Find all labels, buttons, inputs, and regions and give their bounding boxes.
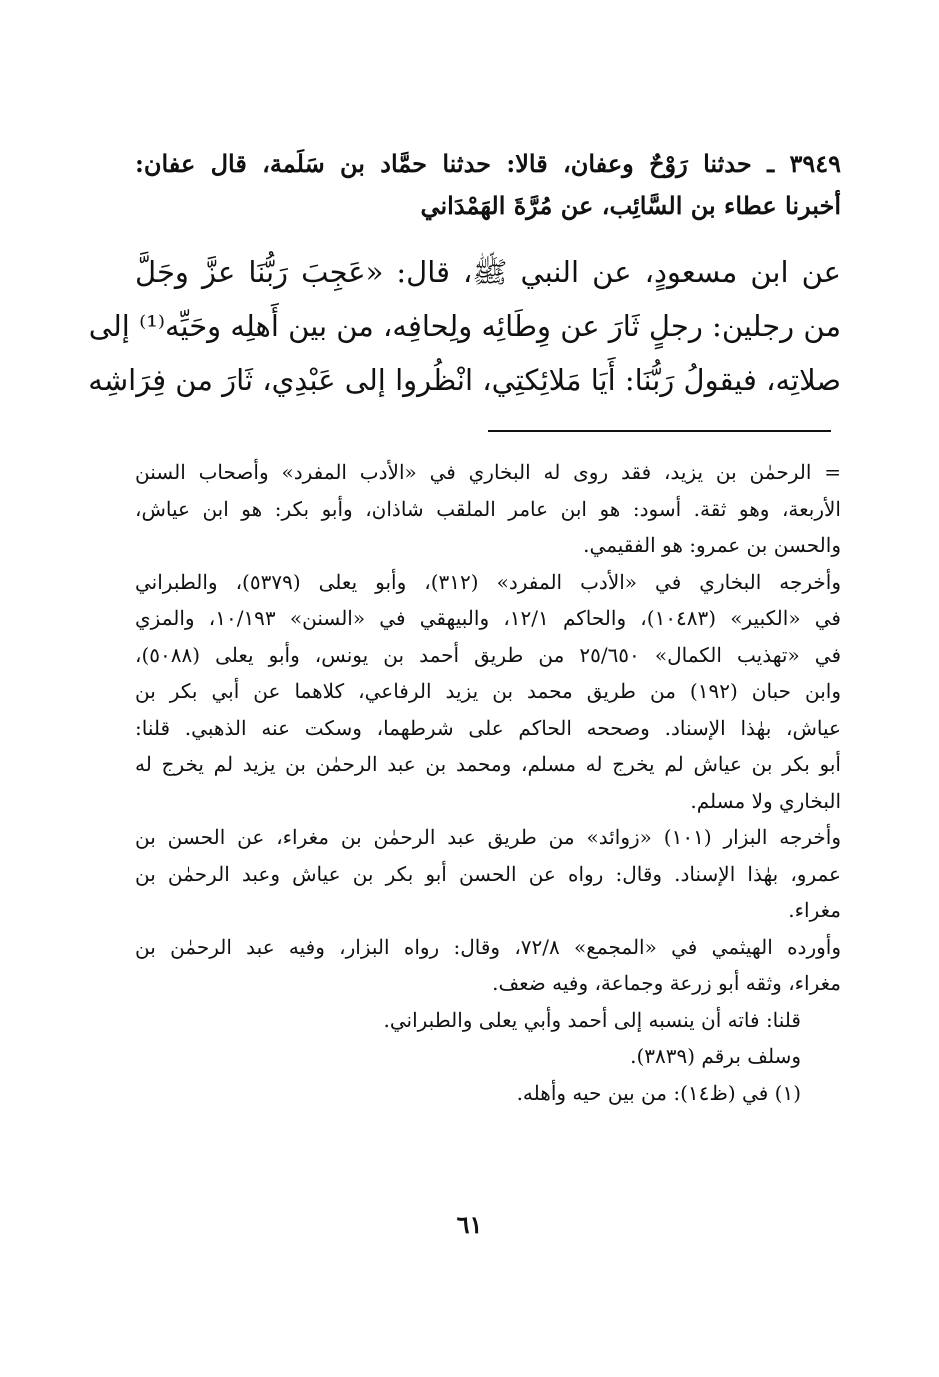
footnote-line: وأخرجه البزار (١٠١) «زوائد» من طريق عبد الرحمٰن بن مغراء، عن الحسن بن: [135, 825, 841, 849]
footnote-line: والحسن بن عمرو: هو الفقيمي.: [583, 533, 841, 557]
footnote-line: في «الكبير» (١٠٤٨٣)، والحاكم ١٢/١، والبيهقي في «السنن» ١٠/١٩٣، والمزي: [135, 606, 841, 630]
page-number: ٦١: [456, 1210, 483, 1239]
isnad-line: ٣٩٤٩ ـ حدثنا رَوْحٌ وعفان، قالا: حدثنا حمَّاد بن سَلَمة، قال عفان:: [135, 149, 841, 178]
footnote-line: وسلف برقم (٣٨٣٩).: [630, 1044, 801, 1068]
footnote-line: مغراء، وثقه أبو زرعة وجماعة، وفيه ضعف.: [492, 971, 841, 995]
footnote-divider: [488, 430, 831, 432]
hadith-isnad: [135, 143, 841, 227]
footnote-paragraph: [135, 454, 841, 564]
footnote-line: في «تهذيب الكمال» ٢٥/٦٥٠ من طريق أحمد بن يونس، وأبو يعلى (٥٠٨٨)،: [135, 642, 842, 667]
matn-line: من رجلين: رجلٍ ثَارَ عن وِطَائِه ولِحافِه، من بين أَهلِه وحَيِّه⁽¹⁾ إلى: [88, 309, 841, 343]
footnote-paragraph: [135, 1002, 841, 1039]
footnote-paragraph: [135, 1075, 841, 1112]
footnote-line: عمرو، بهٰذا الإسناد. وقال: رواه عن الحسن أبو بكر بن عياش وعبد الرحمٰن بن: [135, 861, 841, 886]
footnote-paragraph: [135, 564, 841, 820]
hadith-matn: [88, 245, 841, 407]
isnad-line: أخبرنا عطاء بن السَّائِب، عن مُرَّةَ الهَمْدَاني: [420, 191, 841, 220]
footnote-line: أبو بكر بن عياش لم يخرج له مسلم، ومحمد بن عبد الرحمٰن بن يزيد لم يخرج له: [135, 752, 841, 776]
footnote-line: عياش، بهٰذا الإسناد. وصححه الحاكم على شرطهما، وسكت عنه الذهبي. قلنا:: [135, 715, 841, 740]
footnote-line: مغراء.: [788, 898, 841, 922]
footnotes: [135, 454, 841, 1111]
matn-line: عن ابن مسعودٍ، عن النبي ﷺ، قال: «عَجِبَ رَبُّنَا عزَّ وجَلَّ: [135, 255, 841, 289]
footnote-line: البخاري ولا مسلم.: [690, 788, 841, 813]
footnote-line: = الرحمٰن بن يزيد، فقد روى له البخاري في «الأدب المفرد» وأصحاب السنن: [135, 460, 841, 484]
footnote-paragraph: [135, 1038, 841, 1075]
footnote-paragraph: [135, 819, 841, 929]
footnote-line: وابن حبان (١٩٢) من طريق محمد بن يزيد الرفاعي، كلاهما عن أبي بكر بن: [135, 679, 841, 703]
footnote-line: وأورده الهيثمي في «المجمع» ٧٢/٨، وقال: رواه البزار، وفيه عبد الرحمٰن بن: [135, 934, 841, 959]
footnote-line: قلنا: فاته أن ينسبه إلى أحمد وأبي يعلى والطبراني.: [383, 1007, 801, 1032]
footnote-line: وأخرجه البخاري في «الأدب المفرد» (٣١٢)، وأبو يعلى (٥٣٧٩)، والطبراني: [135, 569, 841, 594]
matn-line: صلاتِه، فيقولُ رَبُّنَا: أَيَا مَلائِكتِي، انْظُروا إلى عَبْدِي، ثَارَ من فِرَاشِه: [88, 363, 841, 397]
footnote-paragraph: [135, 929, 841, 1002]
footnote-line: (١) في (ظ١٤): من بين حيه وأهله.: [516, 1080, 801, 1105]
footnote-line: الأربعة، وهو ثقة. أسود: هو ابن عامر الملقب شاذان، وأبو بكر: هو ابن عياش،: [135, 496, 841, 521]
